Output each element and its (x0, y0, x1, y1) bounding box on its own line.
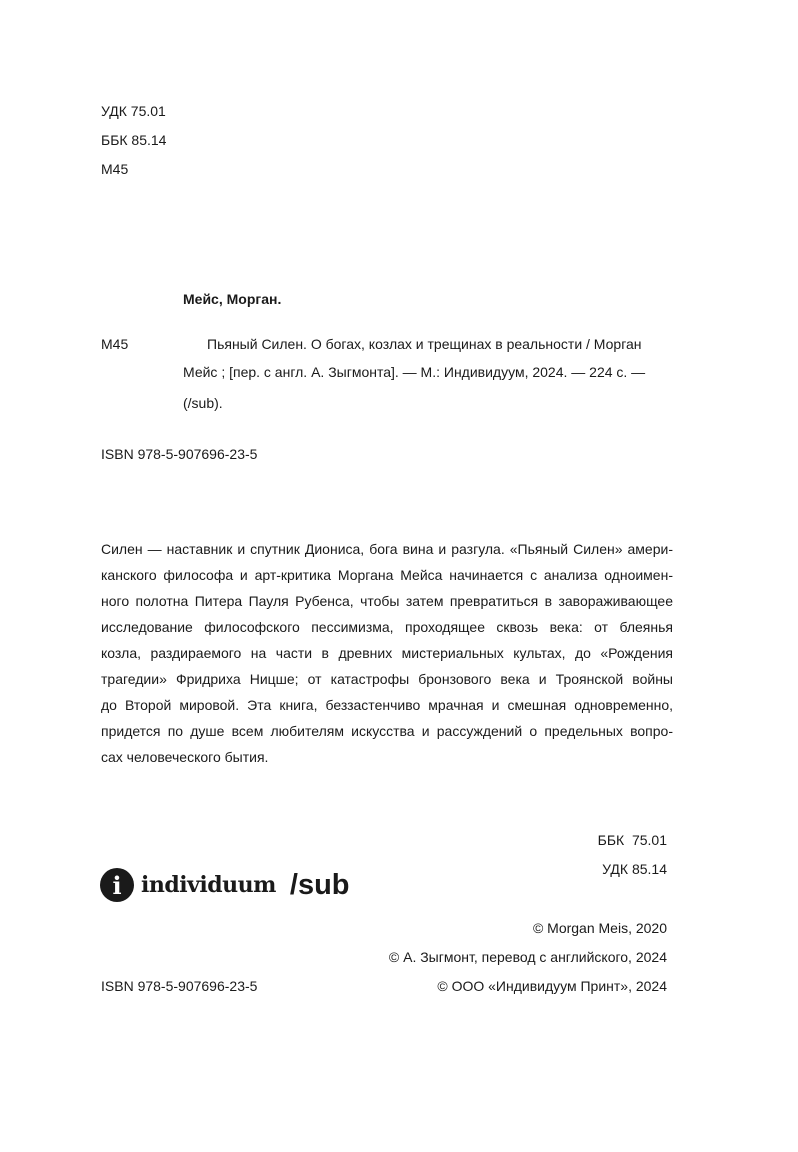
entry-sign: М45 (101, 336, 129, 352)
copyright-line: © ООО «Индивидуум Принт», 2024 (437, 978, 667, 994)
logo-sub-series: /sub (289, 868, 350, 901)
bbk-code: ББК 85.14 (101, 132, 167, 148)
logo-wordmark: individuum (141, 872, 276, 898)
entry-line-1: Пьяный Силен. О богах, козлах и трещинах в реальности / Морган (207, 336, 642, 352)
copyright-line: © А. Зыгмонт, перевод с английского, 2024 (388, 949, 667, 965)
entry-line-3: (/sub). (183, 395, 223, 411)
author-sign: М45 (101, 161, 129, 177)
annotation-line: Силен — наставник и спутник Диониса, бога вина и разгула. «Пьяный Силен» амери- (101, 541, 673, 557)
bottom-isbn: ISBN 978-5-907696-23-5 (101, 978, 258, 994)
individuum-icon: i (100, 868, 134, 902)
author-heading: Мейс, Морган. (183, 291, 282, 307)
classification-block (101, 97, 166, 184)
annotation-line: до Второй мировой. Эта книга, беззастенчиво мрачная и смешная одновременно, (101, 697, 673, 713)
bottom-udk: УДК 85.14 (602, 861, 667, 877)
annotation-line: придется по душе всем любителям искусства и рассуждений о предельных вопро- (101, 723, 673, 739)
annotation-line: ного полотна Питера Пауля Рубенса, чтобы затем превратиться в завораживающее (101, 593, 673, 609)
copyright-line: © Morgan Meis, 2020 (532, 920, 667, 936)
isbn: ISBN 978-5-907696-23-5 (101, 446, 258, 462)
annotation-line: козла, раздираемого на части в древних мистериальных культах, до «Рождения (101, 645, 673, 661)
entry-line-2: Мейс ; [пер. с англ. А. Зыгмонта]. — М.: Индивидуум, 2024. — 224 с. — (183, 364, 646, 380)
annotation (101, 536, 673, 770)
udk-code: УДК 75.01 (101, 103, 166, 119)
bottom-bbk: ББК 75.01 (597, 832, 667, 848)
annotation-line: сах человеческого бытия. (101, 749, 269, 765)
annotation-line: трагедии» Фридриха Ницше; от катастрофы бронзового века и Троянской войны (101, 671, 673, 687)
annotation-line: исследование философского пессимизма, проходящее сквозь века: от блеянья (101, 619, 673, 635)
annotation-line: канского философа и арт-критика Моргана Мейса начинается с анализа одноимен- (101, 567, 673, 583)
publisher-logo (100, 868, 350, 902)
